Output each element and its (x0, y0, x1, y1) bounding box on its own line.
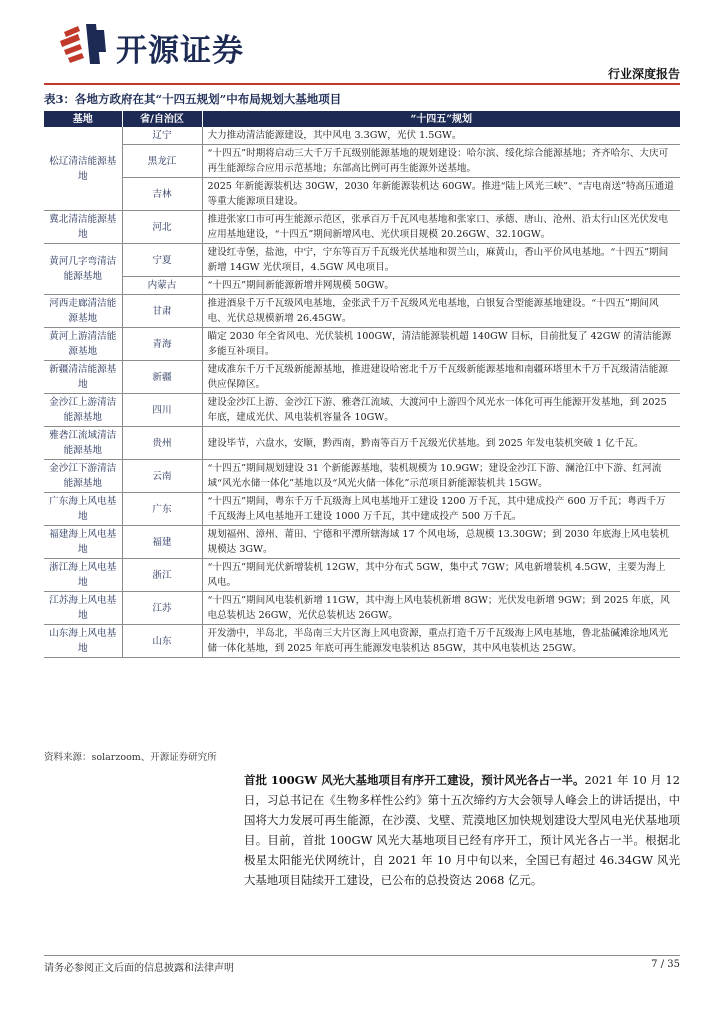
table-row (44, 493, 680, 526)
province-cell: 贵州 (122, 427, 202, 460)
table-row (44, 295, 680, 328)
base-name-cell: 新疆清洁能源基地 (44, 361, 122, 394)
province-cell: 四川 (122, 394, 202, 427)
table-row (44, 145, 680, 178)
base-name-cell: 河西走廊清洁能源基地 (44, 295, 122, 328)
table-row (44, 328, 680, 361)
base-name-cell: 金沙江上游清洁能源基地 (44, 394, 122, 427)
table-row (44, 277, 680, 295)
table-header-row (44, 111, 680, 127)
base-name-cell: 广东海上风电基地 (44, 493, 122, 526)
province-cell: 辽宁 (122, 127, 202, 145)
report-type: 行业深度报告 (607, 67, 680, 81)
table-row (44, 460, 680, 493)
plan-cell: 推进张家口市可再生能源示范区，张承百万千瓦风电基地和张家口、承德、唐山、沧州、沿太行山区光伏发电应用基地建设，“十四五”期间新增风电、光伏项目规模 20.26GW、32.10GW。 (202, 211, 680, 244)
base-name-cell: 福建海上风电基地 (44, 526, 122, 559)
province-cell: 云南 (122, 460, 202, 493)
province-cell: 吉林 (122, 178, 202, 211)
page-number: 7 / 35 (651, 959, 680, 970)
plan-cell: “十四五”期间新能源新增并网规模 50GW。 (202, 277, 680, 295)
province-cell: 江苏 (122, 592, 202, 625)
plan-cell: “十四五”期间，粤东千万千瓦级海上风电基地开工建设 1200 万千瓦，其中建成投产 600 万千瓦；粤西千万千瓦级海上风电基地开工建设 1000 万千瓦，其中建成投产 500 万千瓦。 (202, 493, 680, 526)
column-header-plan: “十四五”规划 (202, 111, 680, 127)
plan-cell: 开发渤中，半岛北，半岛南三大片区海上风电资源，重点打造千万千瓦级海上风电基地，鲁北盐碱滩涂地风光储一体化基地，到 2025 年底可再生能源发电装机达 85GW，其中风电装机达 25GW。 (202, 625, 680, 658)
table-row (44, 592, 680, 625)
plan-cell: 大力推动清洁能源建设，其中风电 3.3GW，光伏 1.5GW。 (202, 127, 680, 145)
table-row (44, 559, 680, 592)
header-rule (44, 83, 680, 85)
plan-cell: “十四五”时期将启动三大千万千瓦级别能源基地的规划建设：哈尔滨、绥化综合能源基地；齐齐哈尔、大庆可再生能源综合应用示范基地；东部高比例可再生能源外送基地。 (202, 145, 680, 178)
table-body (44, 127, 680, 658)
table-row (44, 394, 680, 427)
plan-cell: “十四五”期间光伏新增装机 12GW，其中分布式 5GW，集中式 7GW；风电新增装机 4.5GW，主要为海上风电。 (202, 559, 680, 592)
plan-cell: 瞄定 2030 年全省风电、光伏装机 100GW，清洁能源装机超 140GW 目标，目前批复了 42GW 的清洁能源多能互补项目。 (202, 328, 680, 361)
footer-rule (44, 955, 680, 956)
body-paragraph (244, 770, 680, 890)
plan-cell: 建设红寺堡，盐池，中宁，宁东等百万千瓦级光伏基地和贺兰山，麻黄山，香山平价风电基地。“十四五”期间新增 14GW 光伏项目，4.5GW 风电项目。 (202, 244, 680, 277)
province-cell: 黑龙江 (122, 145, 202, 178)
column-header-province: 省/自治区 (122, 111, 202, 127)
table-row (44, 244, 680, 277)
body-text: 2021 年 10 月 12 日，习总书记在《生物多样性公约》第十五次缔约方大会领导人峰会上的讲话提出，中国将大力发展可再生能源，在沙漠、戈壁、荒漠地区加快规划建设大型风电光伏基地项目。目前，首批 100GW 风光大基地项目已经有序开工，预计风光各占一半。根据北极星太阳能光伏网统计，自 2021 年 10 月中旬以来，全国已有超过 46.34GW 风光大基地项目陆续开工建设，已公布的总投资达 2068 亿元。 (244, 773, 680, 887)
province-cell: 新疆 (122, 361, 202, 394)
column-header-base: 基地 (44, 111, 122, 127)
base-plan-table (44, 111, 680, 658)
brand-logo-icon (56, 22, 108, 66)
plan-cell: 建设毕节，六盘水，安顺，黔西南，黔南等百万千瓦级光伏基地。到 2025 年发电装机突破 1 亿千瓦。 (202, 427, 680, 460)
plan-cell: “十四五”期间风电装机新增 11GW，其中海上风电装机新增 8GW；光伏发电新增 9GW；到 2025 年底，风电总装机达 26GW，光伏总装机达 26GW。 (202, 592, 680, 625)
base-name-cell: 山东海上风电基地 (44, 625, 122, 658)
base-name-cell: 浙江海上风电基地 (44, 559, 122, 592)
base-name-cell: 金沙江下游清洁能源基地 (44, 460, 122, 493)
base-name-cell: 黄河几字弯清洁能源基地 (44, 244, 122, 295)
table-row (44, 427, 680, 460)
table-source: 资料来源：solarzoom、开源证券研究所 (44, 752, 217, 763)
table-title: 表3：各地方政府在其“十四五规划”中布局规划大基地项目 (44, 92, 342, 106)
base-name-cell: 松辽清洁能源基地 (44, 127, 122, 211)
table-row (44, 178, 680, 211)
province-cell: 内蒙古 (122, 277, 202, 295)
table-row (44, 526, 680, 559)
plan-cell: 建设金沙江上游、金沙江下游、雅砻江流域、大渡河中上游四个风光水一体化可再生能源开发基地，到 2025 年底，建成光伏、风电装机容量各 10GW。 (202, 394, 680, 427)
plan-cell: 规划福州、漳州、莆田、宁德和平潭所辖海域 17 个风电场，总规模 13.30GW；到 2030 年底海上风电装机规模达 3GW。 (202, 526, 680, 559)
plan-cell: 2025 年新能源装机达 30GW，2030 年新能源装机达 60GW。推进“陆上风光三峡”、“吉电南送”特高压通道等重大能源项目建设。 (202, 178, 680, 211)
table-row (44, 361, 680, 394)
base-name-cell: 冀北清洁能源基地 (44, 211, 122, 244)
province-cell: 青海 (122, 328, 202, 361)
base-name-cell: 雅砻江流域清洁能源基地 (44, 427, 122, 460)
province-cell: 山东 (122, 625, 202, 658)
plan-cell: 建成准东千万千瓦级新能源基地，推进建设哈密北千万千瓦级新能源基地和南疆环塔里木千万千瓦级清洁能源供应保障区。 (202, 361, 680, 394)
table-row (44, 127, 680, 145)
plan-cell: “十四五”期间规划建设 31 个新能源基地，装机规模为 10.9GW；建设金沙江下游、澜沧江中下游、红河流域“风光水储一体化”基地以及“风光火储一体化”示范项目新能源装机共 15GW。 (202, 460, 680, 493)
table-row (44, 625, 680, 658)
plan-cell: 推进酒泉千万千瓦级风电基地，金张武千万千瓦级风光电基地，白银复合型能源基地建设。“十四五”期间风电、光伏总规模新增 26.45GW。 (202, 295, 680, 328)
brand-logo (56, 22, 286, 69)
province-cell: 福建 (122, 526, 202, 559)
base-name-cell: 江苏海上风电基地 (44, 592, 122, 625)
table-row (44, 211, 680, 244)
province-cell: 广东 (122, 493, 202, 526)
brand-name: 开源证券 (116, 33, 244, 69)
province-cell: 河北 (122, 211, 202, 244)
province-cell: 宁夏 (122, 244, 202, 277)
province-cell: 浙江 (122, 559, 202, 592)
province-cell: 甘肃 (122, 295, 202, 328)
body-lead: 首批 100GW 风光大基地项目有序开工建设，预计风光各占一半。 (244, 773, 585, 787)
footer-disclaimer: 请务必参阅正文后面的信息披露和法律声明 (44, 963, 234, 974)
base-name-cell: 黄河上游清洁能源基地 (44, 328, 122, 361)
